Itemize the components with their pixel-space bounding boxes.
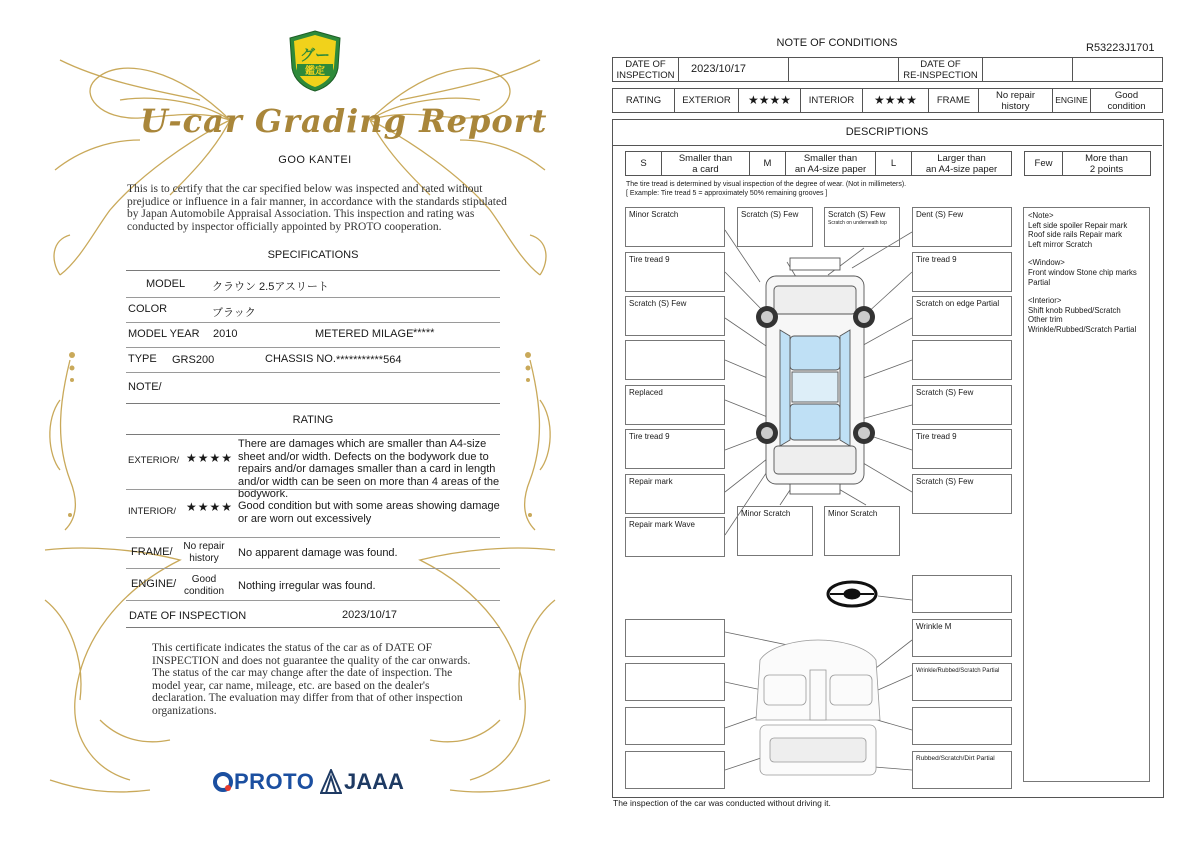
exterior-label: EXTERIOR	[675, 89, 739, 113]
model-year-value: 2010	[213, 328, 238, 340]
legend-line: More than	[1085, 152, 1128, 164]
legend-line: Larger than	[937, 152, 986, 164]
window-heading: <Window>	[1028, 258, 1065, 268]
frame-value-line: No repair	[183, 541, 225, 552]
legend-line: Smaller than	[678, 152, 733, 164]
interior-box-empty	[625, 663, 725, 701]
value-line: history	[1001, 100, 1030, 112]
value-line: Good	[1114, 89, 1139, 101]
interior-stars: ★★★★	[863, 89, 929, 113]
engine-label: ENGINE/	[131, 578, 177, 590]
car-interior-view-icon	[756, 640, 880, 775]
window-group	[1028, 258, 1145, 287]
certificate-title: U-car Grading Report	[140, 102, 548, 140]
frame-description: No apparent damage was found.	[238, 547, 398, 559]
damage-box-tire-rear-right: Tire tread 9	[912, 429, 1012, 469]
notes-group	[1028, 211, 1145, 249]
damage-box-rear-right: Scratch (S) Few	[912, 474, 1012, 514]
type-value: GRS200	[172, 354, 215, 366]
note-line: Roof side rails Repair mark	[1028, 230, 1123, 240]
damage-box-left-fender: Scratch (S) Few	[625, 296, 725, 336]
exterior-stars: ★★★★	[186, 451, 234, 465]
engine-value-line: condition	[183, 586, 225, 597]
color-value: ブラック	[212, 307, 256, 319]
interior-heading: <Interior>	[1028, 296, 1062, 306]
notes-panel	[1023, 207, 1150, 782]
chassis-value: ***********564	[336, 354, 402, 366]
svg-text:鑑定: 鑑定	[305, 66, 325, 77]
steering-wheel-icon	[828, 582, 876, 606]
car-top-view-icon	[766, 258, 864, 494]
jaaa-logo: JAAA	[344, 769, 404, 794]
legend-m: M	[750, 152, 786, 176]
interior-label: INTERIOR	[801, 89, 863, 113]
value-line: condition	[1107, 100, 1146, 112]
rating-heading: RATING	[292, 414, 334, 426]
color-label: COLOR	[128, 303, 168, 315]
certificate-closing: This certificate indicates the status of the car as of DATE OF INSPECTION and does not guarantee the quality of the car onwards. The status of the car may change after the date of inspection. The model year, car name, mileage, etc. are based on the dealer's declaration. The evaluation may differ from that of other inspection organizations.	[152, 642, 471, 717]
legend-l: L	[876, 152, 912, 176]
damage-box-right-fender: Scratch on edge Partial	[912, 296, 1012, 336]
label-line: RE-INSPECTION	[903, 69, 978, 81]
note-line: Left side spoiler Repair mark	[1028, 220, 1128, 230]
mileage-value: *****	[413, 327, 435, 339]
svg-text:グー: グー	[299, 46, 331, 64]
legend-line: 2 points	[1089, 163, 1124, 175]
legend-line: an A4-size paper	[925, 163, 998, 175]
conditions-title: NOTE OF CONDITIONS	[776, 37, 898, 49]
interior-box-dashboard: Wrinkle M	[912, 619, 1012, 657]
specifications-heading: SPECIFICATIONS	[267, 249, 359, 261]
damage-box-empty	[912, 340, 1012, 380]
interior-line: Shift knob Rubbed/Scratch	[1028, 305, 1121, 315]
note-label: NOTE/	[128, 381, 162, 393]
damage-box-front-left: Minor Scratch	[625, 207, 725, 247]
date-of-inspection-value: 2023/10/17	[679, 58, 789, 82]
note-line: Left mirror Scratch	[1028, 239, 1093, 249]
chassis-label: CHASSIS NO.	[265, 353, 336, 365]
damage-box-front-bumper: Scratch (S) Few	[737, 207, 813, 247]
model-value: クラウン 2.5アスリート	[212, 281, 329, 293]
damage-box-left-door: Replaced	[625, 385, 725, 425]
window-line: Front window Stone chip marks Partial	[1028, 267, 1137, 287]
engine-label: ENGINE	[1053, 89, 1091, 113]
descriptions-heading: DESCRIPTIONS	[612, 119, 1162, 146]
model-label: MODEL	[146, 278, 186, 290]
tire-note-line: The tire tread is determined by visual inspection of the degree of wear. (Not in millimeters).	[626, 181, 907, 188]
damage-box-hood	[824, 207, 900, 247]
proto-logo: PROTO	[234, 769, 315, 794]
legend-few: Few	[1025, 152, 1063, 176]
interior-box-trim: Wrinkle/Rubbed/Scratch Partial	[912, 663, 1012, 701]
rating-label: RATING	[613, 89, 675, 113]
certificate-intro: This is to certify that the car specified below was inspected and rated without prejudice or influence in a fair manner, in accordance with the standards stipulated by Japan Automobile Appraisal Association. This inspection and rating was conducted by inspector officially appointed by PROTO cooperation.	[127, 183, 507, 233]
legend-line: an A4-size paper	[794, 163, 867, 175]
damage-box-front-right: Dent (S) Few	[912, 207, 1012, 247]
damage-text: Scratch (S) Few	[828, 210, 886, 219]
interior-box-empty	[625, 707, 725, 745]
notes-heading: <Note>	[1028, 211, 1054, 220]
interior-stars: ★★★★	[186, 500, 234, 514]
frame-label: FRAME/	[131, 546, 173, 558]
interior-group	[1028, 296, 1145, 334]
exterior-description: There are damages which are smaller than A4-size sheet and/or width. Defects on the bodywork due to repairs and/or damages smaller than a card in length and/or width can be seen on more than 4 areas of the bodywork.	[238, 438, 500, 500]
legend-line: Smaller than	[803, 152, 858, 164]
label-line: DATE OF	[920, 58, 961, 70]
exterior-label: EXTERIOR/	[128, 455, 180, 466]
legend-line: a card	[692, 163, 719, 175]
label-line: DATE OF	[625, 58, 666, 70]
engine-description: Nothing irregular was found.	[238, 580, 376, 592]
frame-label: FRAME	[929, 89, 979, 113]
mileage-label: METERED MILAGE	[315, 328, 414, 340]
legend-s: S	[626, 152, 662, 176]
damage-box-rear-left: Repair mark	[625, 474, 725, 514]
engine-value-line: Good	[191, 574, 217, 585]
damage-box-right-door: Scratch (S) Few	[912, 385, 1012, 425]
frame-value-line: history	[189, 553, 219, 564]
date-value: 2023/10/17	[342, 609, 398, 621]
damage-box-tire-rear-left: Tire tread 9	[625, 429, 725, 469]
damage-box-rear-bumper: Minor Scratch	[737, 506, 813, 556]
tire-note-line: [ Example: Tire tread 5 = approximately 50% remaining grooves ]	[626, 190, 828, 197]
interior-line: Wrinkle/Rubbed/Scratch Partial	[1028, 324, 1137, 334]
model-year-label: MODEL YEAR	[128, 328, 200, 340]
org-name: GOO KANTEI	[278, 154, 352, 166]
interior-description: Good condition but with some areas showing damage or are worn out excessively	[238, 500, 500, 525]
interior-line: Other trim	[1028, 315, 1063, 325]
damage-box-tire-front-left: Tire tread 9	[625, 252, 725, 292]
interior-box-empty	[625, 751, 725, 789]
interior-box-steering	[912, 575, 1012, 613]
exterior-stars: ★★★★	[739, 89, 801, 113]
damage-box-trunk: Minor Scratch	[824, 506, 900, 556]
damage-box-rear-left-2: Repair mark Wave	[625, 517, 725, 557]
label-line: INSPECTION	[616, 69, 675, 81]
date-label: DATE OF INSPECTION	[129, 610, 247, 622]
damage-box-tire-front-right: Tire tread 9	[912, 252, 1012, 292]
damage-box-empty	[625, 340, 725, 380]
interior-label: INTERIOR/	[128, 506, 177, 517]
type-label: TYPE	[128, 353, 157, 365]
value-line: No repair	[995, 89, 1036, 101]
interior-box-empty	[912, 707, 1012, 745]
inspection-footer-note: The inspection of the car was conducted without driving it.	[613, 798, 831, 808]
interior-box-empty	[625, 619, 725, 657]
report-code: R53223J1701	[1086, 42, 1155, 54]
interior-box-rear-seat: Rubbed/Scratch/Dirt Partial	[912, 751, 1012, 789]
damage-subtext: Scratch on underneath top	[828, 220, 887, 226]
